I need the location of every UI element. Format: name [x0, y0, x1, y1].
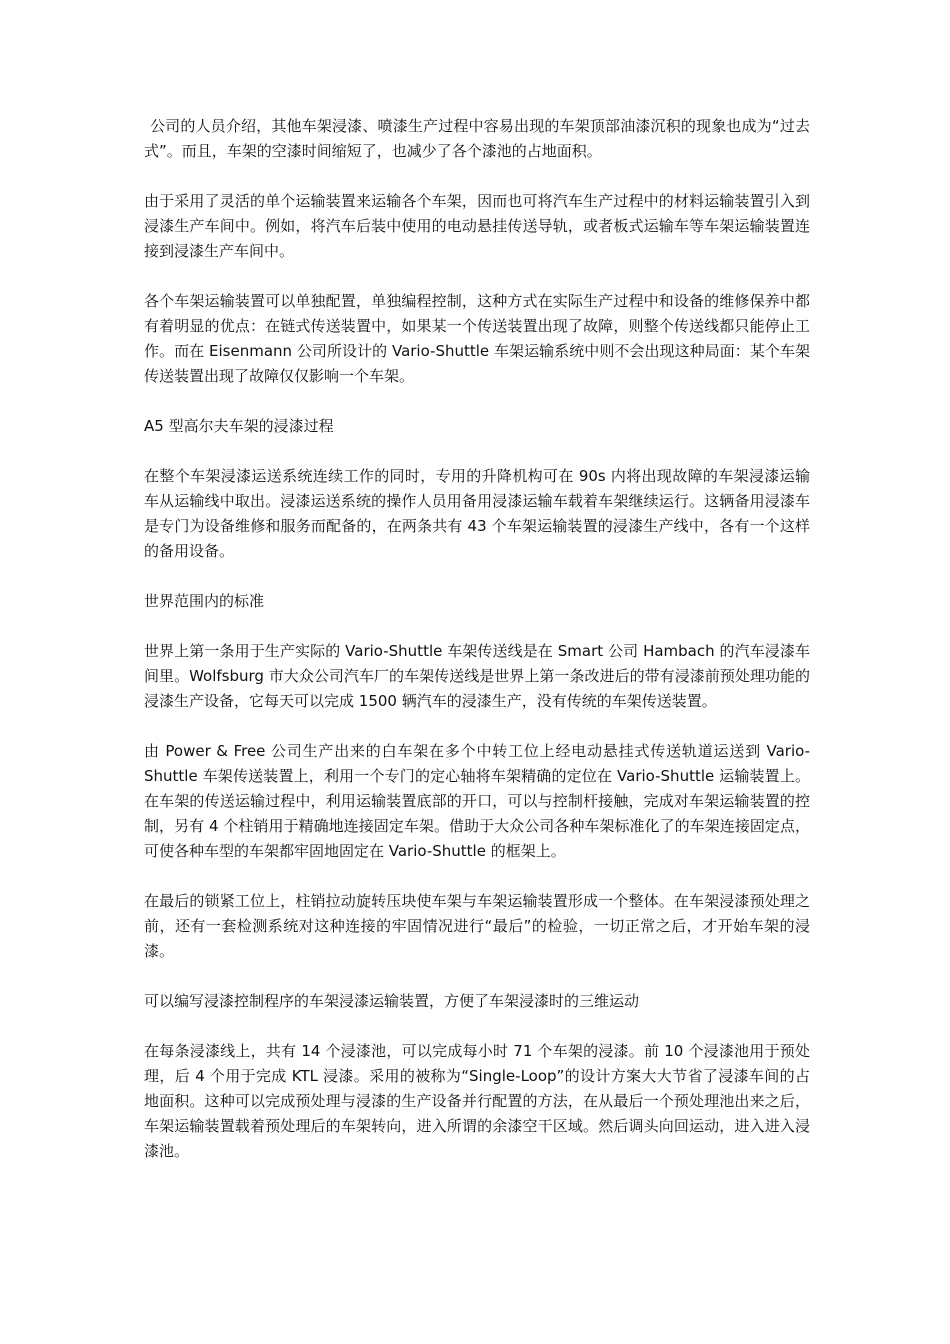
document-body: [144, 114, 810, 1189]
paragraph-lift-mechanism: 在整个车架浸漆运送系统连续工作的同时，专用的升降机构可在 90s 内将出现故障的车架浸漆运输车从运输线中取出。浸漆运送系统的操作人员用备用浸漆运输车载着车架继续运行。这辆备用浸漆车是专门为设备维修和服务而配备的，在两条共有 43 个车架运输装置的浸漆生产线中，各有一个这样的备用设备。: [144, 467, 810, 560]
paragraph-first-line: 世界上第一条用于生产实际的 Vario-Shuttle 车架传送线是在 Smart 公司 Hambach 的汽车浸漆车间里。Wolfsburg 市大众公司汽车厂的车架传送线是世界上第一条改进后的带有浸漆前预处理功能的浸漆生产设备，它每天可以完成 1500 辆汽车的浸漆生产，没有传统的车架传送装置。: [144, 642, 810, 710]
section-heading-a5-golf: A5 型高尔夫车架的浸漆过程: [144, 417, 334, 435]
paragraph-individual-config: 各个车架运输装置可以单独配置，单独编程控制，这种方式在实际生产过程中和设备的维修保养中都有着明显的优点：在链式传送装置中，如果某一个传送装置出现了故障，则整个传送线都只能停止工作。而在 Eisenmann 公司所设计的 Vario-Shuttle 车架运输系统中则不会出现这种局面：某个车架传送装置出现了故障仅仅影响一个车架。: [144, 292, 810, 385]
section-heading-programmable-dip: 可以编写浸漆控制程序的车架浸漆运输装置，方便了车架浸漆时的三维运动: [144, 992, 640, 1010]
paragraph-transport-units: 由于采用了灵活的单个运输装置来运输各个车架，因而也可将汽车生产过程中的材料运输装置引入到浸漆生产车间中。例如，将汽车后装中使用的电动悬挂传送导轨，或者板式运输车等车架运输装置连接到浸漆生产车间中。: [144, 192, 810, 260]
paragraph-dip-tanks: 在每条浸漆线上，共有 14 个浸漆池，可以完成每小时 71 个车架的浸漆。前 10 个浸漆池用于预处理，后 4 个用于完成 KTL 浸漆。采用的被称为“Single-Loop”的设计方案大大节省了浸漆车间的占地面积。这种可以完成预处理与浸漆的生产设备并行配置的方法，在从最后一个预处理池出来之后，车架运输装置载着预处理后的车架转向，进入所谓的余漆空干区域。然后调头向回运动，进入进入浸漆池。: [144, 1042, 810, 1160]
paragraph-locking-station: 在最后的锁紧工位上，柱销拉动旋转压块使车架与车架运输装置形成一个整体。在车架浸漆预处理之前，还有一套检测系统对这种连接的牢固情况进行“最后”的检验，一切正常之后，才开始车架的浸漆。: [144, 892, 810, 960]
paragraph-company-intro: 公司的人员介绍，其他车架浸漆、喷漆生产过程中容易出现的车架顶部油漆沉积的现象也成为“过去式”。而且，车架的空漆时间缩短了，也减少了各个漆池的占地面积。: [144, 117, 810, 160]
section-heading-worldwide-standard: 世界范围内的标准: [144, 592, 265, 610]
paragraph-power-free: 由 Power & Free 公司生产出来的白车架在多个中转工位上经电动悬挂式传送轨道运送到 Vario-Shuttle 车架传送装置上，利用一个专门的定心轴将车架精确的定位在 Vario-Shuttle 运输装置上。在车架的传送运输过程中，利用运输装置底部的开口，可以与控制杆接触，完成对车架运输装置的控制，另有 4 个柱销用于精确地连接固定车架。借助于大众公司各种车架标准化了的车架连接固定点，可使各种车型的车架都牢固地固定在 Vario-Shuttle 的框架上。: [144, 742, 810, 860]
